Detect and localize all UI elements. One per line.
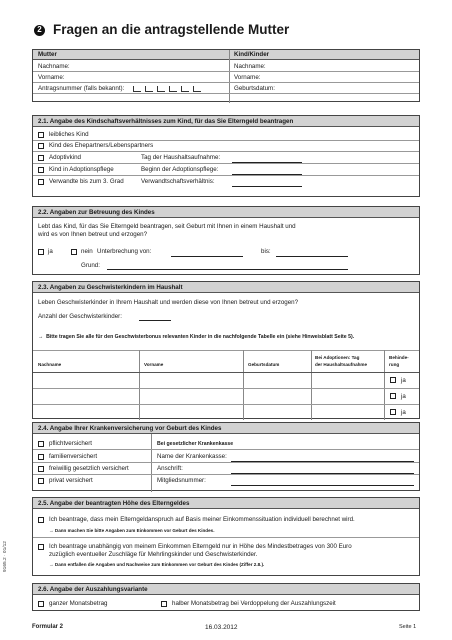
footer-date: 16.03.2012 <box>205 624 238 631</box>
label-freiwillig: freiwillig gesetzlich versichert <box>49 465 129 472</box>
col-geburtsdatum: Geburtsdatum <box>248 362 280 367</box>
individuell-note <box>49 528 215 534</box>
child-lastname-label: Nachname: <box>234 63 266 70</box>
individuell-note-text: Dann machen Sie bitte Angaben zum Einkommen vor Geburt des Kindes. <box>54 528 215 533</box>
footer-page: Seite 1 <box>399 624 417 630</box>
label-ganzer-betrag: ganzer Monatsbetrag <box>49 600 108 607</box>
checkbox-behinderung-1[interactable] <box>390 377 396 383</box>
label-adoptionspflege: Kind in Adoptionspflege <box>49 166 114 173</box>
checkbox-freiwillig[interactable] <box>38 466 44 472</box>
checkbox-individuell[interactable] <box>38 517 44 523</box>
col-nachname: Nachname <box>38 362 62 367</box>
label-mitgliedsnummer: Mitgliedsnummer: <box>157 477 206 484</box>
label-familienversichert: familienversichert <box>49 453 98 460</box>
label-grund: Grund: <box>81 262 100 269</box>
unterbrechung-bis-input[interactable] <box>276 256 348 257</box>
checkbox-privat[interactable] <box>38 478 44 484</box>
arrow-right-icon: → <box>49 528 54 533</box>
section-number: 2 <box>34 25 45 36</box>
section-2-4-title: 2.4. Angabe Ihrer Krankenversicherung vor Geburt des Kindes <box>33 423 419 434</box>
geschwister-question: Leben Geschwisterkinder in Ihrem Haushalt und werden diese von Ihnen betreut und erzogen? <box>38 299 299 306</box>
birthdate-label: Geburtsdatum: <box>234 85 275 92</box>
label-bis: bis: <box>261 248 271 255</box>
mother-firstname-label: Vorname: <box>38 74 65 81</box>
betreuung-question-2: wird es von Ihnen betreut und erzogen? <box>38 231 148 238</box>
label-haushaltsaufnahme: Tag der Haushaltsaufnahme: <box>141 154 221 161</box>
label-behinderung-ja-2: ja <box>401 393 406 400</box>
checkbox-ganzer-betrag[interactable] <box>38 601 44 607</box>
geschwister-note-text: Bitte tragen Sie alle für den Geschwisterbonus relevanten Kinder in die nachfolgende Tabelle ein (siehe Hinweisblatt Seite 5). <box>46 334 355 340</box>
label-betreuung-nein: nein <box>81 248 93 255</box>
label-privat: privat versichert <box>49 477 93 484</box>
checkbox-familienversichert[interactable] <box>38 454 44 460</box>
label-verwandte: Verwandte bis zum 3. Grad <box>49 178 124 185</box>
anzahl-geschwister-input[interactable] <box>139 320 171 321</box>
arrow-right-icon: → <box>38 334 44 340</box>
checkbox-mindestbetrag[interactable] <box>38 544 44 550</box>
mother-lastname-label: Nachname: <box>38 63 70 70</box>
checkbox-adoptionspflege[interactable] <box>38 167 44 173</box>
section-2-1 <box>32 115 420 197</box>
footer-form-number: Formular 2 <box>32 624 64 630</box>
col-adoption-1: Bei Adoptionen: Tag <box>315 355 360 360</box>
unterbrechung-von-input[interactable] <box>171 256 243 257</box>
label-behinderung-ja-3: ja <box>401 409 406 416</box>
section-2-3 <box>32 281 420 419</box>
label-gesetzliche-kk: Bei gesetzlicher Krankenkasse <box>157 441 234 447</box>
section-2-4 <box>32 422 420 491</box>
mitgliedsnummer-input[interactable] <box>231 485 414 486</box>
application-number-input[interactable] <box>133 86 215 92</box>
checkbox-leibliches-kind[interactable] <box>38 132 44 138</box>
arrow-right-icon: → <box>49 562 54 567</box>
application-number-label: Antragsnummer (falls bekannt): <box>38 85 125 92</box>
checkbox-adoptivkind[interactable] <box>38 155 44 161</box>
side-form-code: 9165.2 · 01/12 <box>3 541 8 572</box>
label-anzahl-geschwister: Anzahl der Geschwisterkinder: <box>38 313 122 320</box>
checkbox-betreuung-ja[interactable] <box>38 249 44 255</box>
mindestbetrag-note <box>49 562 264 568</box>
section-2-2 <box>32 206 420 275</box>
child-heading: Kind/Kinder <box>234 51 270 58</box>
mindestbetrag-note-text: Dann entfallen die Angaben und Nachweise zum Einkommen vor Geburt des Kindes (Ziffer 2.8.). <box>54 562 265 567</box>
section-2-5-title: 2.5. Angabe der beantragten Höhe des Elterngeldes <box>33 498 419 509</box>
label-mindestbetrag-1: Ich beantrage unabhängig von meinem Einkommen Elterngeld nur in Höhe des Mindestbetrages von 300 Euro <box>49 543 352 550</box>
label-verwandtschaftsverhaeltnis: Verwandtschaftsverhältnis: <box>141 178 215 185</box>
betreuung-question-1: Lebt das Kind, für das Sie Elterngeld beantragen, seit Geburt mit Ihnen in einem Haushalt und <box>38 223 296 230</box>
mother-heading: Mutter <box>38 51 57 58</box>
label-mindestbetrag-2: zuzüglich eventueller Zuschläge für Mehrlingskinder und Geschwisterkinder. <box>49 551 258 558</box>
section-2-2-title: 2.2. Angaben zur Betreuung des Kindes <box>33 207 419 218</box>
section-2-6-title: 2.6. Angabe der Auszahlungsvariante <box>33 584 419 595</box>
grund-input[interactable] <box>107 269 348 270</box>
label-beginn-adoptionspflege: Beginn der Adoptionspflege: <box>141 166 219 173</box>
checkbox-halber-betrag[interactable] <box>161 601 167 607</box>
section-2-5 <box>32 497 420 576</box>
checkbox-betreuung-nein[interactable] <box>71 249 77 255</box>
col-adoption-2: der Haushaltsaufnahme <box>315 362 368 367</box>
checkbox-kind-ehepartner[interactable] <box>38 143 44 149</box>
label-anschrift: Anschrift: <box>157 465 183 472</box>
section-2-6 <box>32 583 420 611</box>
label-halber-betrag: halber Monatsbetrag bei Verdoppelung der Auszahlungszeit <box>172 600 336 607</box>
label-behinderung-ja-1: ja <box>401 377 406 384</box>
checkbox-behinderung-2[interactable] <box>390 393 396 399</box>
label-betreuung-ja: ja <box>48 248 53 255</box>
label-individuell: Ich beantrage, dass mein Elterngeldanspruch auf Basis meiner Einkommenssituation individuell berechnet wird. <box>49 516 355 523</box>
section-header <box>34 22 289 38</box>
section-2-1-title: 2.1. Angabe des Kindschaftsverhältnisses zum Kind, für das Sie Elterngeld beantragen <box>33 116 419 127</box>
checkbox-verwandte[interactable] <box>38 179 44 185</box>
label-unterbrechung: Unterbrechung von: <box>97 248 152 255</box>
checkbox-behinderung-3[interactable] <box>390 409 396 415</box>
label-adoptivkind: Adoptivkind <box>49 154 81 161</box>
child-firstname-label: Vorname: <box>234 74 261 81</box>
geschwister-note <box>38 334 354 340</box>
label-kind-ehepartner: Kind des Ehepartners/Lebenspartners <box>49 142 154 149</box>
mother-child-box <box>32 49 420 102</box>
col-behinderung-2: rung <box>389 362 400 367</box>
col-behinderung-1: Behinde- <box>389 355 409 360</box>
checkbox-pflichtversichert[interactable] <box>38 441 44 447</box>
label-name-krankenkasse: Name der Krankenkasse: <box>157 453 227 460</box>
label-leibliches-kind: leibliches Kind <box>49 131 89 138</box>
col-vorname: Vorname <box>144 362 164 367</box>
verwandtschaft-input[interactable] <box>232 186 302 187</box>
label-pflichtversichert: pflichtversichert <box>49 440 92 447</box>
section-2-3-title: 2.3. Angaben zu Geschwisterkindern im Haushalt <box>33 282 419 293</box>
section-title: Fragen an die antragstellende Mutter <box>53 22 290 37</box>
